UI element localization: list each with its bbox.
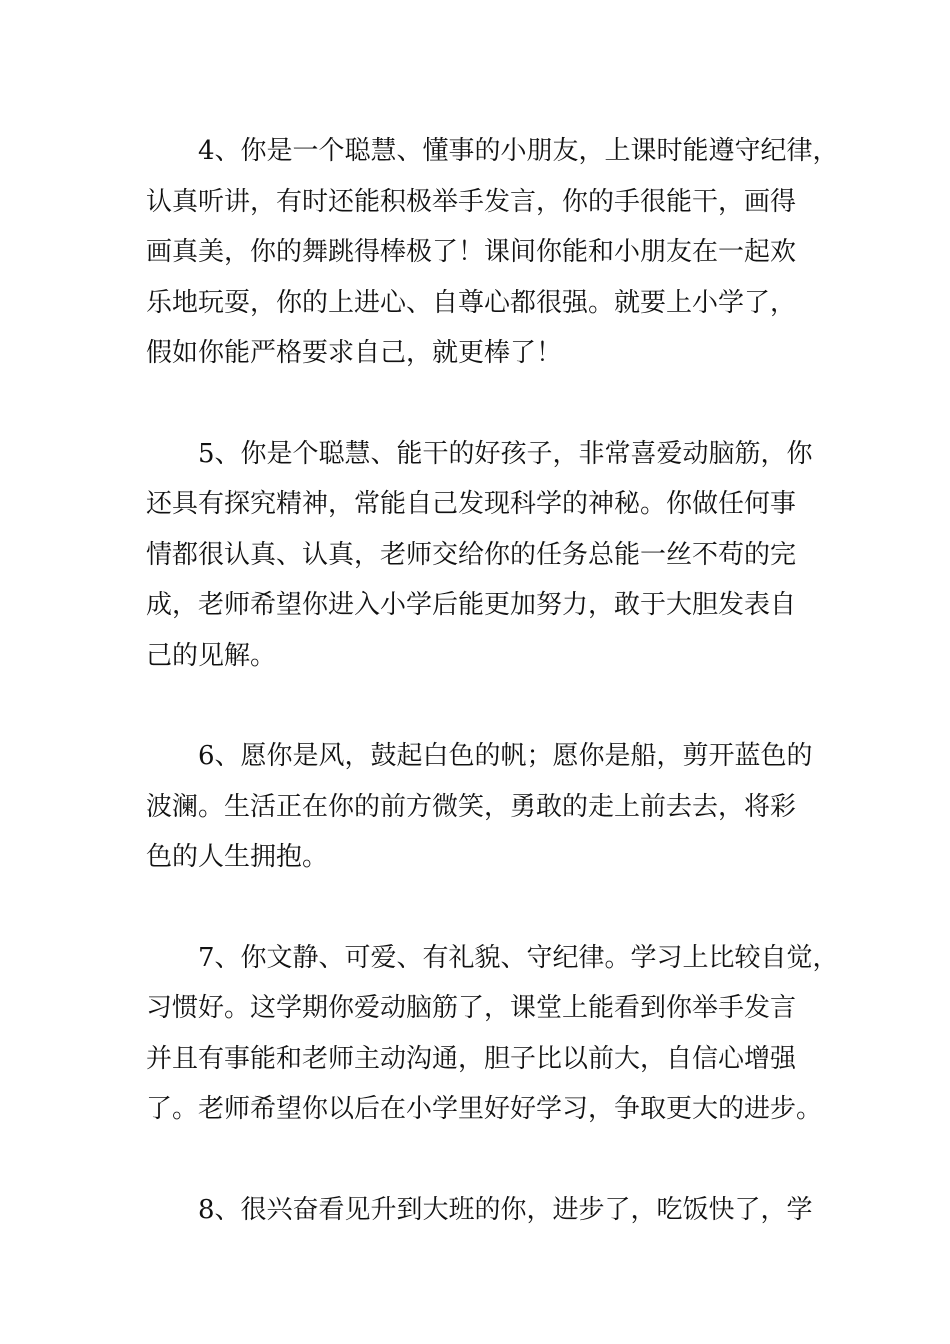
paragraph-line: 4、你是一个聪慧、懂事的小朋友，上课时能遵守纪律， (198, 136, 839, 166)
paragraph-line: 画真美，你的舞跳得棒极了！课间你能和小朋友在一起欢 (146, 237, 797, 267)
paragraph-line: 6、愿你是风，鼓起白色的帆；愿你是船，剪开蓝色的 (198, 741, 813, 771)
paragraph-line: 认真听讲，有时还能积极举手发言，你的手很能干，画得 (146, 186, 797, 217)
paragraph-spacer (146, 379, 826, 429)
paragraph-line: 乐地玩耍，你的上进心、自尊心都很强。就要上小学了， (146, 287, 797, 318)
paragraph-line: 8、很兴奋看见升到大班的你，进步了，吃饭快了，学 (198, 1194, 813, 1225)
paragraph-spacer (146, 1135, 826, 1185)
paragraph-7 (146, 933, 839, 1135)
paragraph-line: 成，老师希望你进入小学后能更加努力，敢于大胆发表自 (146, 590, 797, 620)
paragraph-line: 波澜。生活正在你的前方微笑，勇敢的走上前去去，将彩 (146, 791, 797, 822)
paragraph-line: 了。老师希望你以后在小学里好好学习，争取更大的进步。 (146, 1094, 823, 1124)
paragraph-6 (146, 731, 826, 883)
paragraph-line: 假如你能严格要求自己，就更棒了！ (146, 338, 563, 368)
paragraph-line: 5、你是个聪慧、能干的好孩子，非常喜爱动脑筋，你 (198, 438, 813, 469)
paragraph-line: 并且有事能和老师主动沟通，胆子比以前大，自信心增强 (146, 1043, 797, 1074)
paragraph-line: 色的人生拥抱。 (146, 842, 329, 872)
paragraph-line: 习惯好。这学期你爱动脑筋了，课堂上能看到你举手发言 (146, 993, 797, 1023)
paragraph-line: 情都很认真、认真，老师交给你的任务总能一丝不苟的完 (146, 539, 797, 570)
paragraph-8 (146, 1185, 826, 1236)
paragraph-line: 7、你文静、可爱、有礼貌、守纪律。学习上比较自觉， (198, 942, 839, 973)
paragraph-spacer (146, 883, 826, 933)
paragraph-4 (146, 126, 839, 379)
document-body (146, 126, 839, 1235)
paragraph-5 (146, 429, 826, 682)
paragraph-spacer (146, 681, 826, 731)
paragraph-line: 还具有探究精神，常能自己发现科学的神秘。你做任何事 (146, 489, 797, 519)
paragraph-line: 己的见解。 (146, 640, 277, 671)
